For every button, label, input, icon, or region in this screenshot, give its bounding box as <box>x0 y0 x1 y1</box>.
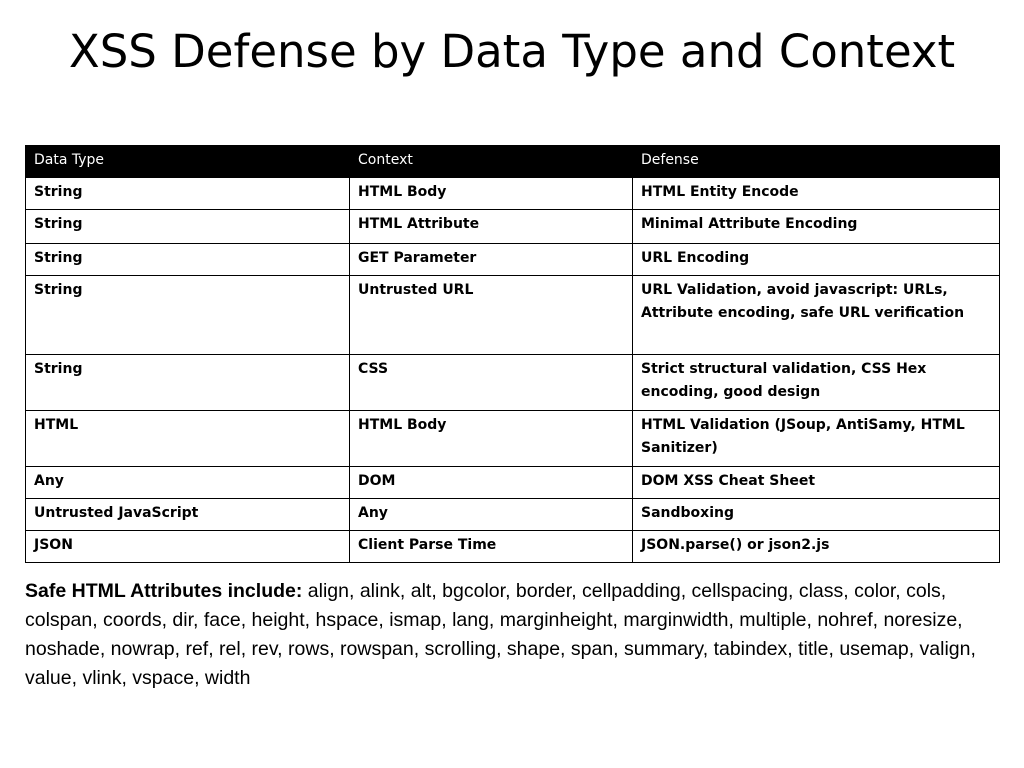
cell-defense: URL Validation, avoid javascript: URLs, Attribute encoding, safe URL verification <box>633 276 1000 355</box>
cell-context: Client Parse Time <box>350 531 633 563</box>
cell-defense: URL Encoding <box>633 244 1000 276</box>
table-row <box>26 244 1000 276</box>
cell-context: HTML Body <box>350 411 633 467</box>
table-row <box>26 276 1000 355</box>
cell-defense: JSON.parse() or json2.js <box>633 531 1000 563</box>
cell-defense: HTML Validation (JSoup, AntiSamy, HTML Sanitizer) <box>633 411 1000 467</box>
cell-defense: DOM XSS Cheat Sheet <box>633 467 1000 499</box>
cell-data-type: String <box>26 178 350 210</box>
cell-data-type: String <box>26 276 350 355</box>
table-row <box>26 467 1000 499</box>
table-row <box>26 355 1000 411</box>
cell-context: DOM <box>350 467 633 499</box>
header-defense: Defense <box>633 146 1000 178</box>
cell-context: HTML Body <box>350 178 633 210</box>
cell-data-type: JSON <box>26 531 350 563</box>
header-data-type: Data Type <box>26 146 350 178</box>
table-row <box>26 531 1000 563</box>
cell-context: Any <box>350 499 633 531</box>
table-header-row <box>26 146 1000 178</box>
table-row <box>26 210 1000 244</box>
cell-data-type: Any <box>26 467 350 499</box>
xss-defense-table <box>25 145 1000 563</box>
cell-defense: Sandboxing <box>633 499 1000 531</box>
header-context: Context <box>350 146 633 178</box>
table-row <box>26 411 1000 467</box>
cell-data-type: String <box>26 355 350 411</box>
cell-defense: Minimal Attribute Encoding <box>633 210 1000 244</box>
safe-attributes-list: align, alink, alt, bgcolor, border, cellpadding, cellspacing, class, color, cols, colspan, coords, dir, face, height, hspace, ismap, lang, marginheight, marginwidth, multiple, nohref, noresize, noshade, nowrap, ref, rel, rev, rows, rowspan, scrolling, shape, span, summary, tabindex, title, usemap, valign, value, vlink, vspace, width <box>25 580 976 689</box>
cell-context: GET Parameter <box>350 244 633 276</box>
table-row <box>26 499 1000 531</box>
slide-title: XSS Defense by Data Type and Context <box>68 25 956 78</box>
cell-context: HTML Attribute <box>350 210 633 244</box>
table-row <box>26 178 1000 210</box>
cell-data-type: HTML <box>26 411 350 467</box>
cell-data-type: Untrusted JavaScript <box>26 499 350 531</box>
cell-data-type: String <box>26 210 350 244</box>
cell-defense: HTML Entity Encode <box>633 178 1000 210</box>
cell-context: CSS <box>350 355 633 411</box>
cell-context: Untrusted URL <box>350 276 633 355</box>
cell-data-type: String <box>26 244 350 276</box>
safe-attributes-note <box>25 577 1005 693</box>
cell-defense: Strict structural validation, CSS Hex encoding, good design <box>633 355 1000 411</box>
safe-attributes-label: Safe HTML Attributes include: <box>25 580 303 602</box>
